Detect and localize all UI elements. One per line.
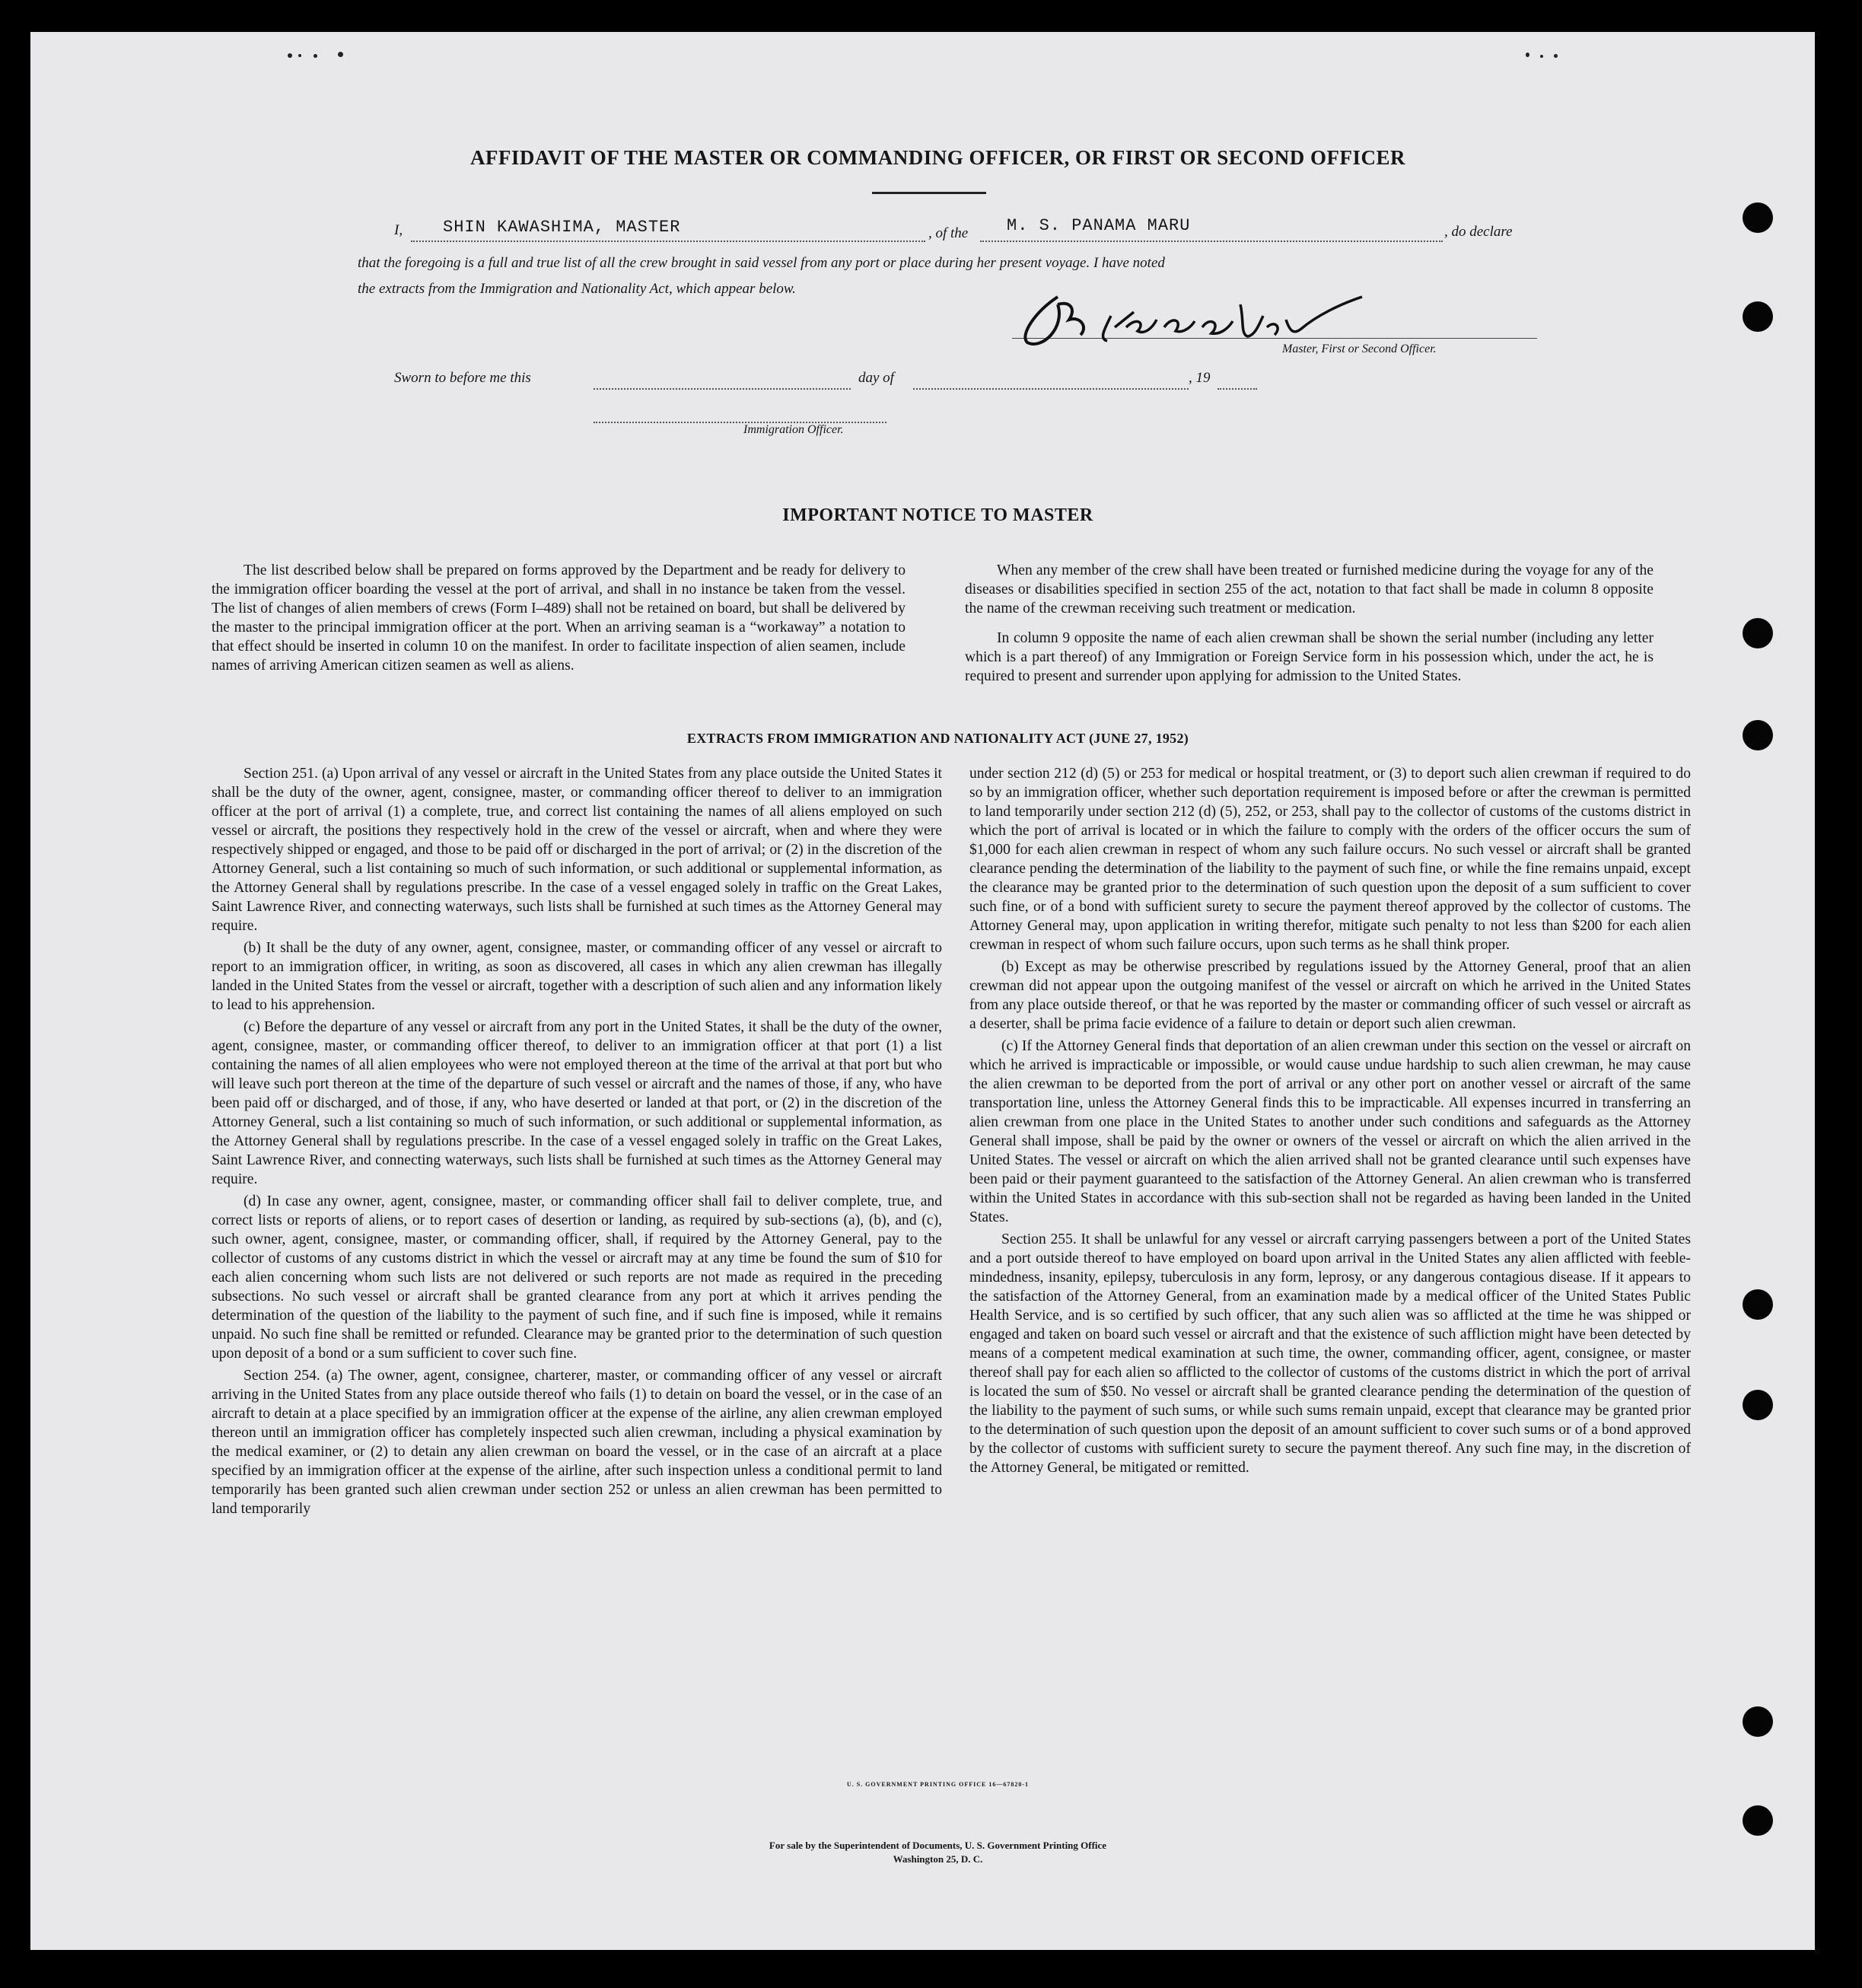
signature-image — [1012, 274, 1529, 358]
extracts-title: EXTRACTS FROM IMMIGRATION AND NATIONALITY ACT (JUNE 27, 1952) — [686, 731, 1189, 746]
binder-hole — [1743, 1706, 1773, 1737]
day-of-label: day of — [858, 370, 894, 386]
section-251-a: Section 251. (a) Upon arrival of any vessel or aircraft in the United States from any place outside the United States it shall be the duty of the owner, agent, consignee, master, or commanding officer thereof to deliver to an immigration officer at the port of arrival (1) a complete, true, and correct list containing the names of all aliens employed on such vessel or aircraft, the positions they respectively hold in the crew of the vessel or aircraft, when and where they were respectively shipped or engaged, and those to be paid off or discharged in the port of arrival; or (2) in the discretion of the Attorney General, such a list containing so much of such information, or such additional or supplemental information, as the Attorney General shall by regulations prescribe. In the case of a vessel engaged solely in traffic on the Great Lakes, Saint Lawrence River, and connecting waterways, such lists shall be furnished at such times as the Attorney General may require. — [212, 766, 942, 934]
declaration-line-2: the extracts from the Immigration and Nationality Act, which appear below. — [358, 281, 796, 297]
affidavit-title: AFFIDAVIT OF THE MASTER OR COMMANDING OFFICER, OR FIRST OR SECOND OFFICER — [469, 146, 1406, 169]
extracts-right-column — [969, 764, 1691, 1477]
sworn-day-line — [594, 370, 851, 390]
binder-hole — [1743, 618, 1773, 648]
section-255: Section 255. It shall be unlawful for any vessel or aircraft carrying passengers between a port of the United States and a port outside thereof to have employed on board upon arrival in the United States any alien afflicted with feeble-mindedness, insanity, epilepsy, tuberculosis in any form, leprosy, or any dangerous contagious disease. If it appears to the satisfaction of the Attorney General, from an examination made by a medical officer of the United States Public Health Service, and is so certified by such officer, that any such alien was so afflicted at the time he was shipped or engaged and taken on board such vessel or aircraft and that the existence of such affliction might have been detected by means of a competent medical examination at such time, the owner, commanding officer, agent, consignee, or master thereof shall pay for each alien so afflicted to the collector of customs of the customs district in which the port of arrival is located the sum of $50. No vessel or aircraft shall be granted clearance pending the determination of the question of the liability to the payment of such sums, or while such sums remain unpaid, except that clearance may be granted prior to the determination of such question upon the deposit of an amount sufficient to cover such sums or of a bond approved by the collector of customs with sufficient surety to secure the payment thereof. Any such fine may, in the discretion of the Attorney General, be mitigated or remitted. — [969, 1231, 1691, 1476]
year-label: , 19 — [1189, 370, 1211, 386]
officer-caption: Immigration Officer. — [743, 423, 844, 436]
notice-title: IMPORTANT NOTICE TO MASTER — [782, 505, 1093, 525]
scan-speck — [314, 54, 317, 58]
section-254-c: (c) If the Attorney General finds that deportation of an alien crewman under this section on the vessel or aircraft on which he arrived is impracticable or impossible, or would cause undue hardship to such alien crewman, he may cause the alien crewman to be deported from the port of arrival or any other port on another vessel or aircraft of the same transportation line, unless the Attorney General finds this to be impracticable. All expenses incurred in transferring an alien crewman from one place in the United States to another under such conditions and safeguards as the Attorney General shall impose, shall be paid by the owner or owners of the vessel or aircraft on which the alien arrived in the United States. The vessel or aircraft on which the alien arrived shall not be granted clearance until such expenses have been paid or their payment guaranteed to the satisfaction of the Attorney General. An alien crewman who is transferred within the United States in accordance with this sub-section shall not be regarded as having been landed in the United States. — [969, 1038, 1691, 1225]
binder-hole — [1743, 720, 1773, 750]
sworn-month-line — [913, 370, 1189, 390]
notice-left-paragraph: The list described below shall be prepared on forms approved by the Department and be ready for delivery to the immigration officer boarding the vessel at the port of arrival, and shall in no instance be taken from the vessel. The list of changes of alien members of crews (Form I–489) shall not be retained on board, but shall be delivered by the master to the principal immigration officer at the port. When an arriving seaman is a “workaway” a notation to that effect should be inserted in column 10 on the manifest. In order to facilitate inspection of alien seamen, include names of arriving American citizen seamen as well as aliens. — [212, 562, 906, 674]
title-rule — [872, 192, 986, 194]
binder-hole — [1743, 202, 1773, 233]
notice-right-paragraph-2: In column 9 opposite the name of each alien crewman shall be shown the serial number (including any letter which is a part thereof) of any Immigration or Foreign Service form in his possession which, under the act, he is required to present and surrender upon applying for admission to the United States. — [965, 630, 1654, 684]
section-251-c: (c) Before the departure of any vessel or aircraft from any port in the United States, it shall be the duty of the owner, agent, consignee, master, or commanding officer thereof, to deliver to an immigration officer at that port (1) a list containing the names of all alien employees who were not employed thereon at the time of the arrival at that port but who will leave such port thereon at the time of the departure of such vessel or aircraft and the names of those, if any, who have been paid off or discharged, and of those, if any, who have deserted or landed at that port, or (2) in the discretion of the Attorney General, such a list containing so much of such information, or such additional or supplemental information, as the Attorney General shall by regulations prescribe. In the case of a vessel engaged solely in traffic on the Great Lakes, Saint Lawrence River, and connecting waterways, such lists shall be furnished at such times as the Attorney General may require. — [212, 1019, 942, 1187]
scan-speck — [1554, 54, 1558, 58]
scan-speck — [338, 52, 343, 57]
sale-line-2: Washington 25, D. C. — [893, 1853, 983, 1865]
binder-hole — [1743, 1805, 1773, 1836]
sworn-year-line — [1217, 370, 1257, 390]
notice-right-paragraph-1: When any member of the crew shall have been treated or furnished medicine during the voyage for any of the diseases or disabilities specified in section 255 of the act, notation to that fact shall be made in column 8 opposite the name of the crewman receiving such treatment or medication. — [965, 562, 1654, 616]
notice-left-column — [212, 561, 906, 675]
binder-hole — [1743, 1289, 1773, 1320]
scan-speck — [1526, 53, 1529, 57]
master-name-field: SHIN KAWASHIMA, MASTER — [443, 218, 681, 237]
gpo-line: U. S. GOVERNMENT PRINTING OFFICE 16—67820-1 — [846, 1781, 1030, 1788]
document-page — [30, 32, 1815, 1950]
binder-hole — [1743, 301, 1773, 332]
sworn-label: Sworn to before me this — [394, 370, 531, 386]
vessel-name-field: M. S. PANAMA MARU — [1007, 216, 1191, 235]
of-the-label: , of the — [928, 225, 969, 241]
do-declare-label: , do declare — [1444, 224, 1513, 240]
section-254-b: (b) Except as may be otherwise prescribed by regulations issued by the Attorney General, proof that an alien crewman did not appear upon the outgoing manifest of the vessel or aircraft on which he arrived in the United States from any place outside thereof, or that he was reported by the master or commanding officer of such vessel or aircraft as a deserter, shall be prima facie evidence of a failure to detain or deport such alien crewman. — [969, 959, 1691, 1032]
binder-hole — [1743, 1390, 1773, 1420]
scan-speck — [298, 54, 301, 57]
notice-right-column — [965, 561, 1654, 686]
extracts-left-column — [212, 764, 942, 1518]
scan-speck — [288, 53, 292, 58]
signer-caption: Master, First or Second Officer. — [1282, 342, 1437, 355]
scan-speck — [1540, 55, 1543, 58]
sale-line-1: For sale by the Superintendent of Documents, U. S. Government Printing Office — [769, 1840, 1107, 1851]
section-251-d: (d) In case any owner, agent, consignee, master, or commanding officer shall fail to deliver complete, true, and correct lists or reports of aliens, or to report cases of desertion or landing, as required by sub-sections (a), (b), and (c), such owner, agent, consignee, master, or commanding officer, shall, if required by the Attorney General, pay to the collector of customs of any customs district in which the vessel or aircraft may at any time be found the sum of $10 for each alien concerning whom such lists are not delivered or such reports are not made as required in the preceding subsections. No such vessel or aircraft shall be granted clearance from any port at which it arrives pending the determination of the question of the liability to the payment of such fine, and if such fine is imposed, while it remains unpaid. No such fine shall be remitted or refunded. Clearance may be granted prior to the determination of such question upon deposit of a bond or a sum sufficient to cover such fine. — [212, 1193, 942, 1362]
declaration-line-1: that the foregoing is a full and true list of all the crew brought in said vessel from any port or place during her present voyage. I have noted — [358, 255, 1165, 271]
section-254-a: Section 254. (a) The owner, agent, consignee, charterer, master, or commanding officer of any vessel or aircraft arriving in the United States from any place outside thereof who fails (1) to detain on board the vessel, or in the case of an aircraft to detain at a place specified by an immigration officer at the expense of the airline, any alien crewman employed thereon until an immigration officer has completely inspected such alien crewman, including a physical examination by the medical examiner, or (2) to detain any alien crewman on board the vessel, or in the case of an aircraft at a place specified by an immigration officer at the expense of the airline, after such inspection unless a conditional permit to land temporarily has been granted such alien crewman under section 252 or unless an alien crewman has been permitted to land temporarily — [212, 1368, 942, 1517]
section-254-a-continued: under section 212 (d) (5) or 253 for medical or hospital treatment, or (3) to deport such alien crewman if required to do so by an immigration officer, whether such deportation requirement is imposed before or after the crewman is permitted to land temporarily under section 212 (d) (5), 252, or 253, shall pay to the collector of customs of the customs district in which the port of arrival is located or in which the failure to comply with the orders of the officer occurs the sum of $1,000 for each alien crewman in respect of whom any such failure occurs. No such vessel or aircraft shall be granted clearance pending the determination of the liability to the payment of such fine, or while the fine remains unpaid, except the clearance may be granted prior to the determination of such question upon the deposit of a sum sufficient to cover such fine, or of a bond with sufficient surety to secure the payment thereof approved by the collector of customs. The Attorney General may, upon application in writing therefor, mitigate such penalty to not less than $200 for each alien crewman in respect of whom such failure occurs, upon such terms as he shall think proper. — [969, 766, 1691, 953]
i-label: I, — [394, 222, 403, 238]
section-251-b: (b) It shall be the duty of any owner, agent, consignee, master, or commanding officer of any vessel or aircraft to report to an immigration officer, in writing, as soon as discovered, all cases in which any alien crewman has illegally landed in the United States from the vessel or aircraft, together with a description of such alien and any information likely to lead to his apprehension. — [212, 940, 942, 1013]
